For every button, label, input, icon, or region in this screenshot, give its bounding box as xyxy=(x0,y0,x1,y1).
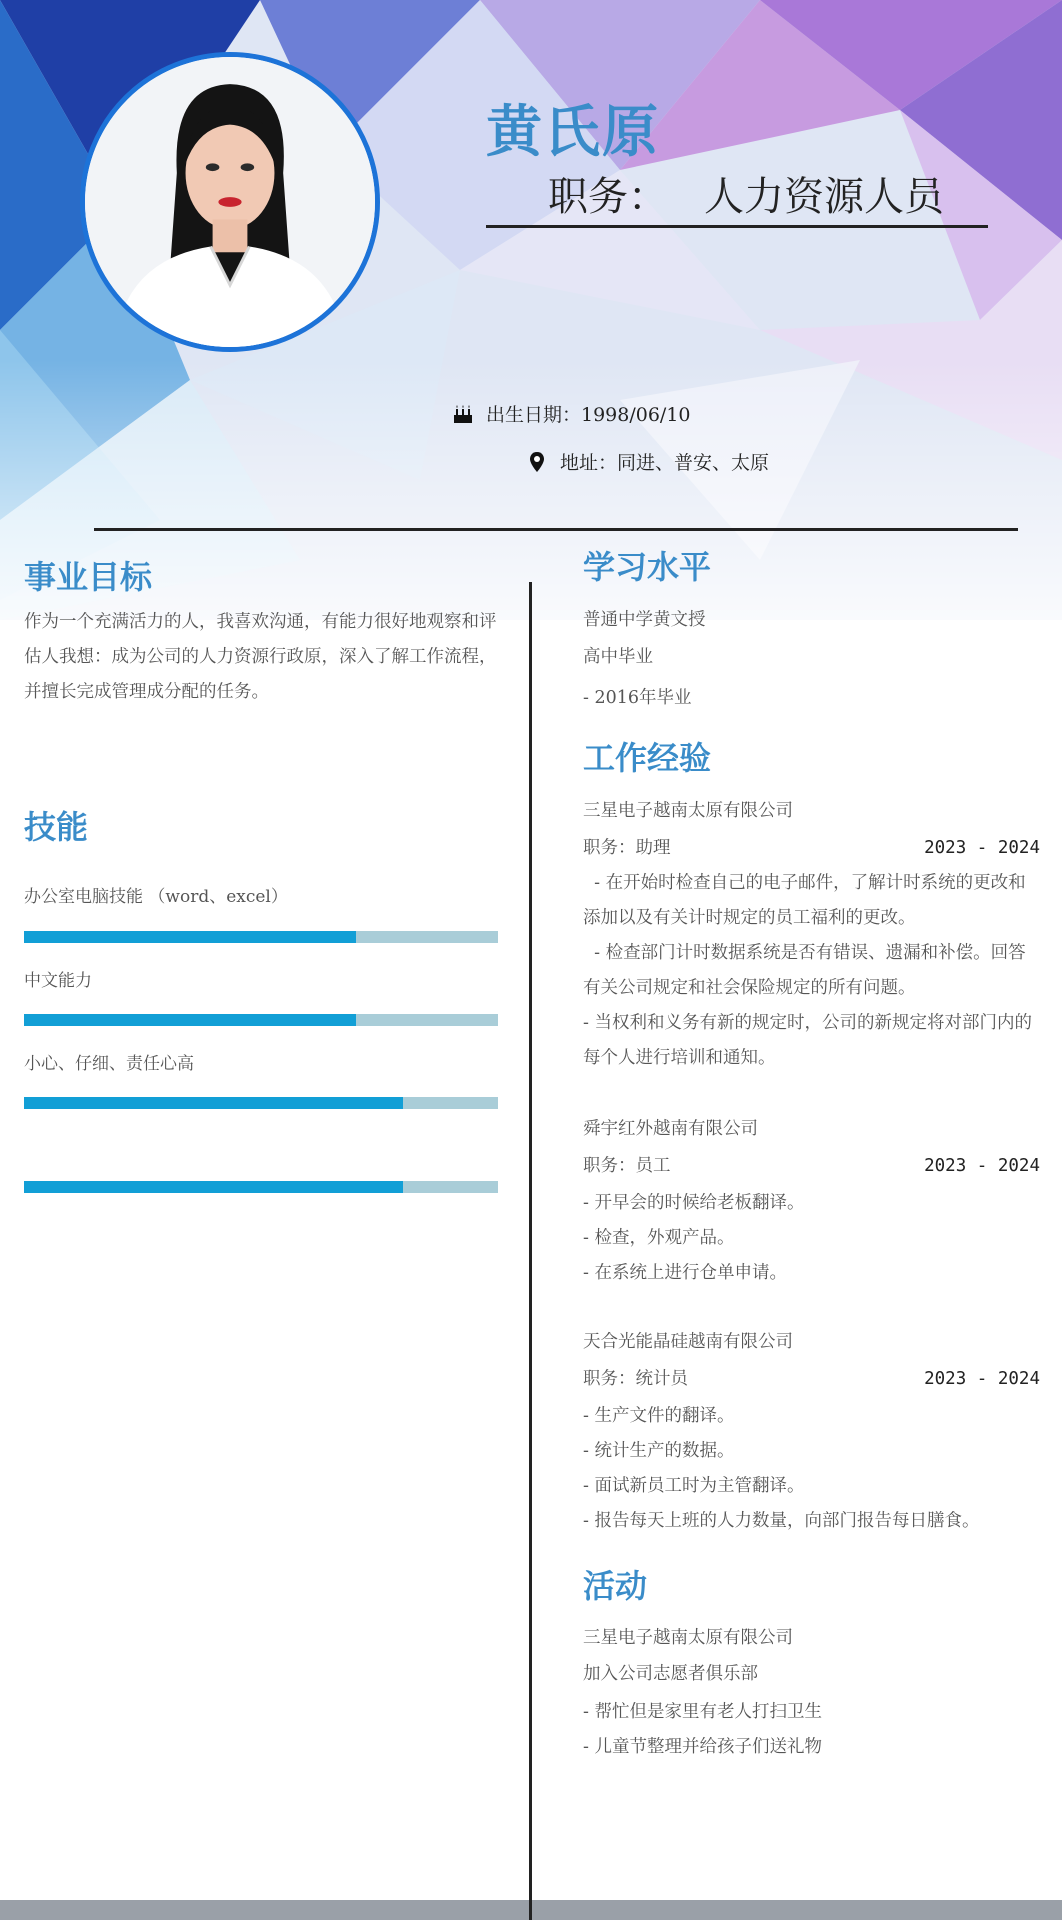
job-years: 2023 - 2024 xyxy=(924,1369,1040,1389)
duty-item: - 检查部门计时数据系统是否有错误、遗漏和补偿。回答有关公司规定和社会保险规定的所有问题。 xyxy=(583,943,1026,998)
education-school: 普通中学黄文授 xyxy=(583,610,706,630)
job-duties xyxy=(583,1399,1043,1539)
address-row xyxy=(526,448,769,475)
job-title-value: 人力资源人员 xyxy=(704,174,944,220)
skill-bar xyxy=(24,931,498,943)
skill-bar-fill xyxy=(24,1014,356,1026)
job-duties xyxy=(583,1186,1043,1291)
skill-bar xyxy=(24,1181,498,1193)
duty-item: - 在系统上进行仓单申请。 xyxy=(583,1263,787,1283)
education-title: 学习水平 xyxy=(583,548,712,586)
birthday-cake-icon xyxy=(452,403,474,425)
skill-bar-fill xyxy=(24,1097,403,1109)
job-position: 职务：员工 xyxy=(583,1156,671,1176)
duty-item: - 检查，外观产品。 xyxy=(583,1228,735,1248)
activity-item: - 儿童节整理并给孩子们送礼物 xyxy=(583,1737,822,1757)
duty-item: - 在开始时检查自己的电子邮件，了解计时系统的更改和添加以及有关计时规定的员工福利的更改。 xyxy=(583,873,1026,928)
skill-bar-fill xyxy=(24,931,356,943)
duty-item: - 报告每天上班的人力数量，向部门报告每日膳食。 xyxy=(583,1511,980,1531)
skill-bar xyxy=(24,1097,498,1109)
objective-title: 事业目标 xyxy=(24,558,153,596)
birth-date-row xyxy=(452,400,691,427)
job-title xyxy=(548,165,944,222)
job-company: 天合光能晶硅越南有限公司 xyxy=(583,1332,793,1352)
address-text: 地址：同进、普安、太原 xyxy=(560,452,770,474)
duty-item: - 生产文件的翻译。 xyxy=(583,1406,735,1426)
job-years: 2023 - 2024 xyxy=(924,838,1040,858)
person-portrait-icon xyxy=(85,57,375,347)
job-duties xyxy=(583,866,1043,1076)
duty-item: - 统计生产的数据。 xyxy=(583,1441,735,1461)
job-title-label: 职务： xyxy=(548,174,668,220)
skill-label: 中文能力 xyxy=(24,971,92,991)
job-position: 职务：助理 xyxy=(583,838,671,858)
activities-title: 活动 xyxy=(583,1567,648,1605)
name-divider xyxy=(486,225,988,228)
activity-role: 加入公司志愿者俱乐部 xyxy=(583,1664,758,1684)
header-divider xyxy=(94,528,1018,531)
skill-label: 办公室电脑技能 （word、excel） xyxy=(24,887,288,907)
job-years: 2023 - 2024 xyxy=(924,1156,1040,1176)
birth-date-text: 出生日期：1998/06/10 xyxy=(486,404,691,426)
job-company: 三星电子越南太原有限公司 xyxy=(583,801,793,821)
skills-title: 技能 xyxy=(24,808,89,846)
activity-list xyxy=(583,1695,1043,1765)
duty-item: - 开早会的时候给老板翻译。 xyxy=(583,1193,805,1213)
job-company: 舜宇红外越南有限公司 xyxy=(583,1119,758,1139)
job-position: 职务：统计员 xyxy=(583,1369,688,1389)
education-year: - 2016年毕业 xyxy=(583,688,692,708)
duty-item: - 面试新员工时为主管翻译。 xyxy=(583,1476,805,1496)
skill-bar xyxy=(24,1014,498,1026)
location-pin-icon xyxy=(526,451,548,473)
skill-label: 小心、仔细、责任心高 xyxy=(24,1054,194,1074)
activity-org: 三星电子越南太原有限公司 xyxy=(583,1628,793,1648)
experience-title: 工作经验 xyxy=(583,739,712,777)
skill-bar-fill xyxy=(24,1181,403,1193)
profile-photo xyxy=(80,52,380,352)
education-degree: 高中毕业 xyxy=(583,647,653,667)
duty-item: - 当权利和义务有新的规定时，公司的新规定将对部门内的每个人进行培训和通知。 xyxy=(583,1013,1032,1068)
candidate-name: 黄氏原 xyxy=(486,100,660,165)
objective-text: 作为一个充满活力的人，我喜欢沟通，有能力很好地观察和评估人我想：成为公司的人力资源行政原，深入了解工作流程，并擅长完成管理成分配的任务。 xyxy=(24,612,497,702)
activity-item: - 帮忙但是家里有老人打扫卫生 xyxy=(583,1702,822,1722)
column-divider xyxy=(529,582,532,1920)
